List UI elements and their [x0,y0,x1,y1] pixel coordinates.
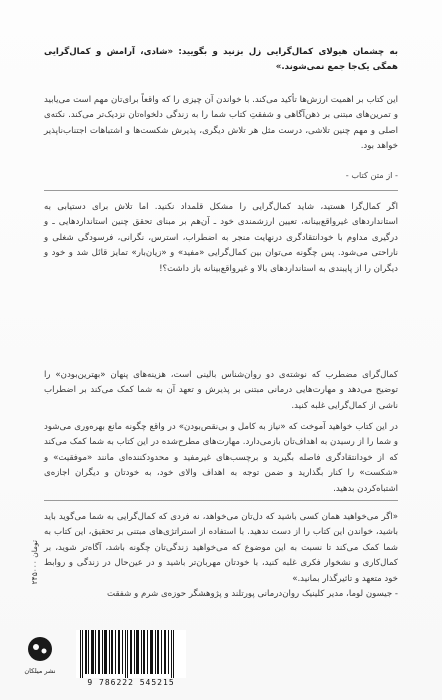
publisher-logo-icon [26,635,54,679]
isbn-number [76,678,186,687]
divider-bottom [44,500,398,501]
isbn-mid: 786222 [99,678,134,687]
paragraph-values: این کتاب بر اهمیت ارزش‌ها تأکید می‌کند. با خواندن آن چیزی را که واقعاً برای‌تان مهم است می‌یابید و تمرین‌های مبتنی بر ذهن‌آگاهی و شفقتِ کتاب شما را به زندگی دلخواه‌تان نزدیک‌تر می‌کند. نکته‌ی اصلی و مهم چنین تلاشی، درست مثل هر تلاش دیگری، پذیرش شکست‌ها و اشتباهات اجتناب‌ناپذیر خواهد بود. [44,95,398,152]
book-excerpt-signature: - از متن کتاب - [345,170,398,180]
price-label: ۲۴۵۰۰۰ تومان [30,540,39,585]
paragraph-book-description: کمال‌گرای مضطرب که نوشته‌ی دو روان‌شناس بالینی است، هزینه‌های پنهان «بهترین‌بودن» را توضیح می‌دهد و مهارت‌هایی درمانی مبتنی بر پذیرش و تعهد آن به شما کمک می‌کند بر اضطراب ناشی از کمال‌گرایی غلبه کنید. [44,370,398,411]
isbn-prefix: 9 [87,678,94,687]
intro-text: به چشمان هیولای کمال‌گرایی زل بزنید و بگویید: «شادی، آرامش و کمال‌گرایی همگی یک‌جا جمع نمی‌شوند.» [44,47,398,73]
isbn-end: 545215 [139,678,175,687]
isbn-barcode [76,630,186,678]
divider-top [44,190,398,191]
paragraph-skills: در این کتاب خواهید آموخت که «نیاز به کامل و بی‌نقص‌بودن» در واقع چگونه مانع بهره‌وری می‌شود و شما را از رسیدن به اهداف‌تان بازمی‌دارد. مهارت‌های مطرح‌شده در این کتاب به شما کمک می‌کند که از خودانتقادگری فاصله بگیرید و برچسب‌های غیرمفید و محدودکننده‌ای مانند «موفقیت» و «شکست» را کنار بگذارید و ضمن توجه به اهداف والای خود، به خودتان و دیگران اجازه‌ی اشتباه‌کردن بدهید. [44,422,398,494]
publisher-name: نشر میلکان [24,667,56,675]
endorsement-author: - جیسون لوما، مدیر کلینیک روان‌درمانی پورتلند و پژوهشگر حوزه‌ی شرم و شفقت [107,589,398,600]
endorsement-quote: «اگر می‌خواهید همان کسی باشید که دل‌تان می‌خواهد، نه فردی که کمال‌گرایی به شما می‌گوید باید باشید، خواندن این کتاب را از دست ندهید. با استفاده از استراتژی‌های مبتنی بر تحقیق، این کتاب به شما کمک می‌کند تا نسبت به این موضوع که می‌خواهید زندگی‌تان چگونه باشد، آگاه‌تر شوید، بر کمال‌کاری و نشخوار فکری غلبه کنید، با خودتان مهربان‌تر باشید و در عین‌حال در زندگی و روابط خود متعهد و تاثیرگذار بمانید.» - جیسون لوما، مدیر کلینیک روان‌درمانی پورتلند و پژوهشگر حوزه‌ی شرم و شفقت [44,510,398,602]
paragraph-perfectionism: اگر کمال‌گرا هستید، شاید کمال‌گرایی را مشکل قلمداد نکنید. اما تلاش برای دستیابی به استانداردهای غیرواقع‌بینانه، تعیین ارزشمندی خود ـ آن‌هم بر مبنای تحقق چنین استانداردهایی ـ و درگیری مداوم با خودانتقادگری درنهایت منجر به اضطراب، استرس، نگرانی، فرسودگی شغلی و ناراحتی می‌شود. پس چگونه می‌توان بین کمال‌گرایی «مفید» و «زیان‌بار» تمایز قائل شد و خود و دیگران را از پایبندی به استانداردهای بالا و غیرواقع‌بینانه باز داشت؟! [44,202,398,274]
